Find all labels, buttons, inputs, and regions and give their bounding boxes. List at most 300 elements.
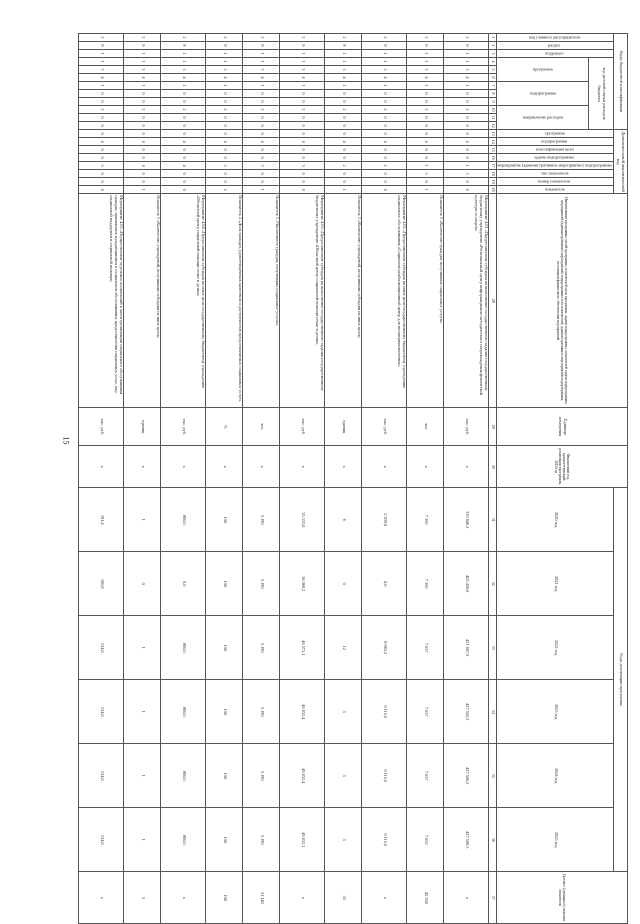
year-2021-header: 2021 год — [497, 552, 614, 616]
column-number: 3 — [489, 50, 497, 58]
row-year-value: 1 — [124, 808, 161, 872]
row-fin-year: х — [79, 446, 124, 488]
code-cell: 0 — [79, 178, 124, 186]
code-cell: 3 — [206, 66, 243, 74]
code-cell: 0 — [280, 90, 325, 98]
code-cell: 0 — [206, 90, 243, 98]
code-cell: 8 — [124, 42, 161, 50]
code-cell: 0 — [280, 146, 325, 154]
code-cell: 1 — [79, 82, 124, 90]
code-cell: 1 — [407, 162, 444, 170]
code-cell: 0 — [206, 122, 243, 130]
code-cell: 0 — [444, 114, 489, 122]
code-cell: 0 — [325, 122, 362, 130]
table-row — [206, 34, 243, 924]
code-cell: 0 — [362, 178, 407, 186]
code-cell: 0 — [325, 154, 362, 162]
code-cell: 0 — [444, 130, 489, 138]
code-cell: 2 — [325, 106, 362, 114]
code-cell: 4 — [444, 138, 489, 146]
code-cell: 0 — [79, 98, 124, 106]
page-number: 15 — [61, 436, 71, 445]
code-cell: 3 — [79, 66, 124, 74]
code-cell: 0 — [243, 98, 280, 106]
code-cell: 0 — [206, 154, 243, 162]
code-cell: 1 — [280, 50, 325, 58]
code-cell: 0 — [280, 130, 325, 138]
row-year-value: 5 — [325, 808, 362, 872]
code-cell: 2 — [362, 34, 407, 42]
row-year-value: 49 832,1 — [280, 808, 325, 872]
code-cell: 0 — [206, 178, 243, 186]
code-cell: 0 — [124, 130, 161, 138]
code-cell: 0 — [362, 186, 407, 194]
column-number: 5 — [489, 66, 497, 74]
row-year-value: 421 667,9 — [444, 616, 489, 680]
code-cell: 1 — [325, 58, 362, 66]
code-cell: 8 — [325, 42, 362, 50]
code-cell: 0 — [243, 122, 280, 130]
group-kbk-header: Коды бюджетной классификации — [614, 34, 628, 130]
code-cell: 0 — [161, 154, 206, 162]
column-number: 16 — [489, 154, 497, 162]
code-cell: 0 — [280, 170, 325, 178]
code-cell: 0 — [325, 178, 362, 186]
row-fin-year: х — [444, 446, 489, 488]
row-unit: тыс. руб. — [362, 408, 407, 446]
code-cell: 2 — [325, 162, 362, 170]
row-year-value: 134,0 — [79, 616, 124, 680]
code-cell: 0 — [362, 170, 407, 178]
row-unit: единиц — [124, 408, 161, 446]
code-cell: 1 — [325, 82, 362, 90]
code-cell: 4 — [79, 74, 124, 82]
code-cell: 1 — [124, 186, 161, 194]
row-name: Мероприятие 4.03 «Предоставление субсидии на выполнение государственного задания государственному бюджетному учреждению «Областной центр социальной помощи семье и детям» — [280, 194, 325, 408]
code-cell: 0 — [161, 90, 206, 98]
code-cell: 0 — [206, 170, 243, 178]
column-number: 20 — [489, 186, 497, 194]
code-cell: 0 — [407, 154, 444, 162]
col-prog-header: программа — [497, 130, 614, 138]
code-cell: 2 — [79, 34, 124, 42]
code-cell: 3 — [243, 66, 280, 74]
code-cell: 2 — [206, 106, 243, 114]
code-cell: 1 — [206, 50, 243, 58]
table-body — [79, 34, 489, 924]
row-year-value: 1 — [124, 488, 161, 552]
code-cell: 4 — [280, 74, 325, 82]
code-cell: 4 — [206, 138, 243, 146]
code-cell: 5 — [79, 162, 124, 170]
code-cell: 0 — [161, 130, 206, 138]
code-cell: 4 — [243, 138, 280, 146]
row-year-value: 9 115,0 — [362, 680, 407, 744]
year-2020-header: 2020 год — [497, 488, 614, 552]
row-name: Мероприятие 4.01 «Предоставление субсидии на выполнение государственного задания государственному бюджетному учреждению «Региональный центр информационно-методического сопровождения физической культуры и спорта» — [444, 194, 489, 408]
row-year-value: 100 — [206, 808, 243, 872]
row-year-value: 100 — [206, 680, 243, 744]
code-cell: 2 — [161, 106, 206, 114]
code-cell: 1 — [206, 82, 243, 90]
row-year-value: 1 — [124, 616, 161, 680]
code-cell: 2 — [444, 34, 489, 42]
table-row — [325, 34, 362, 924]
row-year-value: 7 653 — [407, 808, 444, 872]
code-cell: 1 — [243, 50, 280, 58]
code-cell: 1 — [161, 58, 206, 66]
row-target: х — [444, 872, 489, 924]
row-year-value: 100 — [206, 616, 243, 680]
code-cell: 0 — [407, 90, 444, 98]
code-cell: 3 — [444, 66, 489, 74]
column-number: 36 — [489, 808, 497, 872]
code-cell: 2 — [325, 34, 362, 42]
row-year-value: 46 832,4 — [280, 680, 325, 744]
column-number: 35 — [489, 744, 497, 808]
code-cell: 0 — [325, 90, 362, 98]
row-name: Мероприятие 4.02 «Предоставление субсидии на иные цели государственному бюджетному учреждению социального обслуживания «Социально-реабилитационный центр для несовершеннолетних» — [362, 194, 407, 408]
code-cell: 0 — [124, 122, 161, 130]
code-cell: 0 — [362, 114, 407, 122]
code-cell: 0 — [407, 114, 444, 122]
row-year-value: 1 — [124, 744, 161, 808]
code-cell: 0 — [407, 178, 444, 186]
row-year-value: 134,0 — [79, 808, 124, 872]
code-cell: 1 — [362, 82, 407, 90]
code-cell: 0 — [206, 130, 243, 138]
column-number: 12 — [489, 122, 497, 130]
column-number: 31 — [489, 488, 497, 552]
code-cell: 4 — [280, 138, 325, 146]
code-cell: 1 — [444, 50, 489, 58]
code-cell: 8 — [243, 42, 280, 50]
column-number: 4 — [489, 58, 497, 66]
col-ks-header: классификация цели — [497, 146, 614, 154]
code-cell: 2 — [206, 34, 243, 42]
code-cell: 1 — [161, 82, 206, 90]
code-cell: 0 — [161, 170, 206, 178]
column-number: 6 — [489, 74, 497, 82]
code-cell: 0 — [161, 98, 206, 106]
row-unit: единиц — [325, 408, 362, 446]
row-year-value: 100 — [206, 552, 243, 616]
column-number: 13 — [489, 130, 497, 138]
row-year-value: 9 115,0 — [362, 808, 407, 872]
code-cell: 1 — [407, 82, 444, 90]
column-number: 2 — [489, 42, 497, 50]
rotated-table-frame — [99, 33, 628, 922]
code-cell: 1 — [280, 82, 325, 90]
code-cell: 5 — [407, 170, 444, 178]
code-cell: 0 — [407, 122, 444, 130]
table-row — [161, 34, 206, 924]
year-2024-header: 2024 год — [497, 744, 614, 808]
column-number: 1 — [489, 34, 497, 42]
row-name: Показатель 1 «Количество учреждений, получивших субсидии на иные цели» — [124, 194, 161, 408]
row-target: 5 — [124, 872, 161, 924]
code-cell: 0 — [280, 178, 325, 186]
column-number: 30 — [489, 446, 497, 488]
code-cell: 3 — [407, 66, 444, 74]
code-cell: 0 — [206, 98, 243, 106]
code-cell: 0 — [444, 122, 489, 130]
code-cell: 4 — [407, 138, 444, 146]
col-indicator-header: показатель — [497, 186, 614, 194]
row-target: 45 358 — [407, 872, 444, 924]
code-cell: 4 — [124, 138, 161, 146]
row-year-value: 5 190 — [243, 680, 280, 744]
code-cell: 0 — [206, 146, 243, 154]
code-cell: 0 — [79, 122, 124, 130]
column-number: 29 — [489, 408, 497, 446]
code-cell: 0 — [124, 90, 161, 98]
row-year-value: 100 — [206, 488, 243, 552]
code-cell: 1 — [362, 58, 407, 66]
code-cell: 3 — [124, 66, 161, 74]
code-cell: 2 — [362, 106, 407, 114]
row-year-value: 35 533,0 — [280, 488, 325, 552]
row-fin-year: х — [161, 446, 206, 488]
year-2025-header: 2025 год — [497, 808, 614, 872]
code-cell: 1 — [325, 186, 362, 194]
column-number: 8 — [489, 90, 497, 98]
code-cell: 2 — [407, 34, 444, 42]
column-number: 37 — [489, 872, 497, 924]
row-year-value: 427 505,5 — [444, 680, 489, 744]
row-name: Мероприятие 4.05 «Осуществление отдельных полномочий в части организации социального обслуживания граждан, признанных нуждающимися в социальном обслуживании, предоставления социальных услуг, мер социальной поддержки и социальной помощи» — [79, 194, 124, 408]
by-type-header: код целевой статьи расходов бюджета — [589, 58, 614, 130]
column-number: 17 — [489, 162, 497, 170]
code-cell: 4 — [444, 74, 489, 82]
code-cell: 0 — [325, 98, 362, 106]
code-cell: 1 — [280, 58, 325, 66]
row-year-value: 5 190 — [243, 488, 280, 552]
code-cell: 1 — [124, 82, 161, 90]
column-number: 11 — [489, 114, 497, 122]
code-cell: 4 — [325, 138, 362, 146]
code-cell: 3 — [161, 66, 206, 74]
row-year-value: 335 846,3 — [444, 488, 489, 552]
row-year-value: 9 115,0 — [362, 744, 407, 808]
row-year-value: 5 — [325, 744, 362, 808]
code-cell: 2 — [407, 106, 444, 114]
code-cell: 0 — [79, 90, 124, 98]
code-cell: 3 — [280, 66, 325, 74]
column-number: 33 — [489, 616, 497, 680]
code-cell: 2 — [280, 34, 325, 42]
col-pr-header: подраздел — [497, 50, 614, 58]
code-cell: 0 — [280, 114, 325, 122]
column-number: 10 — [489, 106, 497, 114]
code-cell: 0 — [124, 98, 161, 106]
code-cell: 2 — [161, 34, 206, 42]
code-cell: 0 — [325, 170, 362, 178]
row-target: х — [79, 872, 124, 924]
row-year-value: 0,0 — [362, 552, 407, 616]
row-fin-year: х — [325, 446, 362, 488]
column-number: 9 — [489, 98, 497, 106]
col-prog-code-header: программа — [497, 58, 589, 82]
code-cell: 4 — [243, 74, 280, 82]
row-name: Мероприятие 4.04 «Предоставление субсидии на иные цели государственному бюджетному учреждению «Областной центр социальной помощи семье и детям» — [161, 194, 206, 408]
row-fin-year: х — [407, 446, 444, 488]
code-cell: 0 — [362, 130, 407, 138]
col-event-header: мероприятие (административное мероприятие) подпрограммы — [497, 162, 614, 170]
row-target: 33 — [325, 872, 362, 924]
row-unit: чел. — [407, 408, 444, 446]
name-column-header: Наименование программы, целей программы, показателей цели программы, задачи подпрограммы, показателей задачи подпрограммы, мероприятий (административных мероприятий) подпрограммы и их показателей, административных мероприятий подпрограммы, источников финансового обеспечения мероприятий — [497, 194, 628, 408]
code-cell: 0 — [325, 130, 362, 138]
table-row — [362, 34, 407, 924]
column-number: 14 — [489, 138, 497, 146]
code-cell: 8 — [444, 42, 489, 50]
document-page — [99, 33, 628, 922]
code-cell: 4 — [206, 74, 243, 82]
row-year-value: 5 190 — [243, 808, 280, 872]
col-rz-header: раздел — [497, 42, 614, 50]
row-fin-year: х — [362, 446, 407, 488]
code-cell: 0 — [124, 170, 161, 178]
row-target: 31 140 — [243, 872, 280, 924]
row-year-value: 134,0 — [79, 744, 124, 808]
code-cell: 4 — [407, 74, 444, 82]
code-cell: 0 — [280, 98, 325, 106]
code-cell: 5 — [444, 170, 489, 178]
row-year-value: 100 — [206, 744, 243, 808]
code-cell: 0 — [325, 146, 362, 154]
row-unit: тыс. руб. — [444, 408, 489, 446]
row-target: х — [280, 872, 325, 924]
row-fin-year: х — [206, 446, 243, 488]
code-cell: 1 — [444, 58, 489, 66]
code-cell: 0 — [124, 146, 161, 154]
code-cell: 0 — [79, 170, 124, 178]
row-year-value: 100,8 — [79, 552, 124, 616]
row-year-value: 7 637 — [407, 744, 444, 808]
code-cell: 1 — [79, 58, 124, 66]
code-cell: 1 — [243, 82, 280, 90]
code-cell: 1 — [161, 50, 206, 58]
row-year-value: 405 426,6 — [444, 552, 489, 616]
group-extra-header: Дополнительный аналитический код — [614, 130, 628, 194]
row-year-value: 5 190 — [243, 744, 280, 808]
code-cell: 1 — [79, 50, 124, 58]
code-cell: 4 — [124, 74, 161, 82]
code-cell: 3 — [206, 162, 243, 170]
code-cell: 8 — [280, 42, 325, 50]
code-cell: 0 — [243, 90, 280, 98]
row-year-value: 134,0 — [79, 680, 124, 744]
row-year-value: 427 506,5 — [444, 744, 489, 808]
row-year-value: 49 832,4 — [280, 744, 325, 808]
code-cell: 0 — [407, 130, 444, 138]
row-fin-year: х — [124, 446, 161, 488]
row-year-value: 0 — [124, 552, 161, 616]
row-year-value: 46 571,1 — [280, 616, 325, 680]
year-2023-header: 2023 год — [497, 680, 614, 744]
code-cell: 0 — [407, 146, 444, 154]
code-cell: 3 — [325, 66, 362, 74]
code-cell: 3 — [362, 66, 407, 74]
code-cell: 0 — [243, 178, 280, 186]
code-cell: 0 — [280, 186, 325, 194]
row-unit: тыс. руб. — [79, 408, 124, 446]
row-year-value: 7 395 — [407, 488, 444, 552]
col-task-header: задача подпрограммы — [497, 154, 614, 162]
row-year-value: 5 — [325, 680, 362, 744]
year-2022-header: 2022 год — [497, 616, 614, 680]
row-unit: % — [206, 408, 243, 446]
row-year-value: 0 — [325, 552, 362, 616]
row-year-value: 191,4 — [79, 488, 124, 552]
row-name: Показатель 1 «Численность граждан, получивших социальные услуги» — [243, 194, 280, 408]
code-cell: 0 — [79, 130, 124, 138]
code-cell: 2 — [362, 162, 407, 170]
code-cell: 4 — [124, 162, 161, 170]
code-cell: 8 — [206, 42, 243, 50]
group-years-header: Годы реализации программы — [614, 488, 628, 872]
row-name: Показатель 1 «Количество учреждений, получивших субсидии на иные цели» — [325, 194, 362, 408]
program-table — [78, 33, 628, 924]
code-cell: 0 — [280, 122, 325, 130]
code-cell: 2 — [206, 186, 243, 194]
code-cell: 0 — [243, 114, 280, 122]
code-cell: 0 — [124, 178, 161, 186]
code-cell: 0 — [79, 146, 124, 154]
code-cell: 2 — [243, 34, 280, 42]
code-cell: 0 — [444, 146, 489, 154]
row-target: х — [161, 872, 206, 924]
col-sub-code-header: подпрограмма — [497, 82, 589, 106]
table-row — [243, 34, 280, 924]
code-cell: 0 — [280, 154, 325, 162]
row-year-value: 800,0 — [161, 680, 206, 744]
column-number: 34 — [489, 680, 497, 744]
table-row — [407, 34, 444, 924]
row-year-value: 36 069,2 — [280, 552, 325, 616]
code-cell: 1 — [407, 50, 444, 58]
code-cell: 4 — [161, 74, 206, 82]
row-year-value: 12 — [325, 616, 362, 680]
code-cell: 1 — [124, 58, 161, 66]
code-cell: 1 — [124, 50, 161, 58]
code-cell: 1 — [444, 162, 489, 170]
code-cell: 8 — [79, 42, 124, 50]
row-fin-year: х — [243, 446, 280, 488]
code-cell: 2 — [124, 34, 161, 42]
row-year-value: 7 637 — [407, 680, 444, 744]
col-sub-header: подпрограмма — [497, 138, 614, 146]
code-cell: 0 — [243, 170, 280, 178]
code-cell: 0 — [79, 114, 124, 122]
table-row — [444, 34, 489, 924]
column-number: 18 — [489, 170, 497, 178]
code-cell: 8 — [362, 42, 407, 50]
code-cell: 0 — [407, 98, 444, 106]
column-number: 32 — [489, 552, 497, 616]
code-cell: 0 — [362, 154, 407, 162]
code-cell: 0 — [161, 186, 206, 194]
code-cell: 2 — [124, 106, 161, 114]
code-cell: 1 — [325, 50, 362, 58]
code-cell: 4 — [79, 138, 124, 146]
unit-column-header: Единица измерения — [497, 408, 628, 446]
row-year-value: 0,0 — [161, 552, 206, 616]
code-cell: 0 — [444, 154, 489, 162]
row-year-value: 7 395 — [407, 552, 444, 616]
code-cell: 0 — [79, 186, 124, 194]
